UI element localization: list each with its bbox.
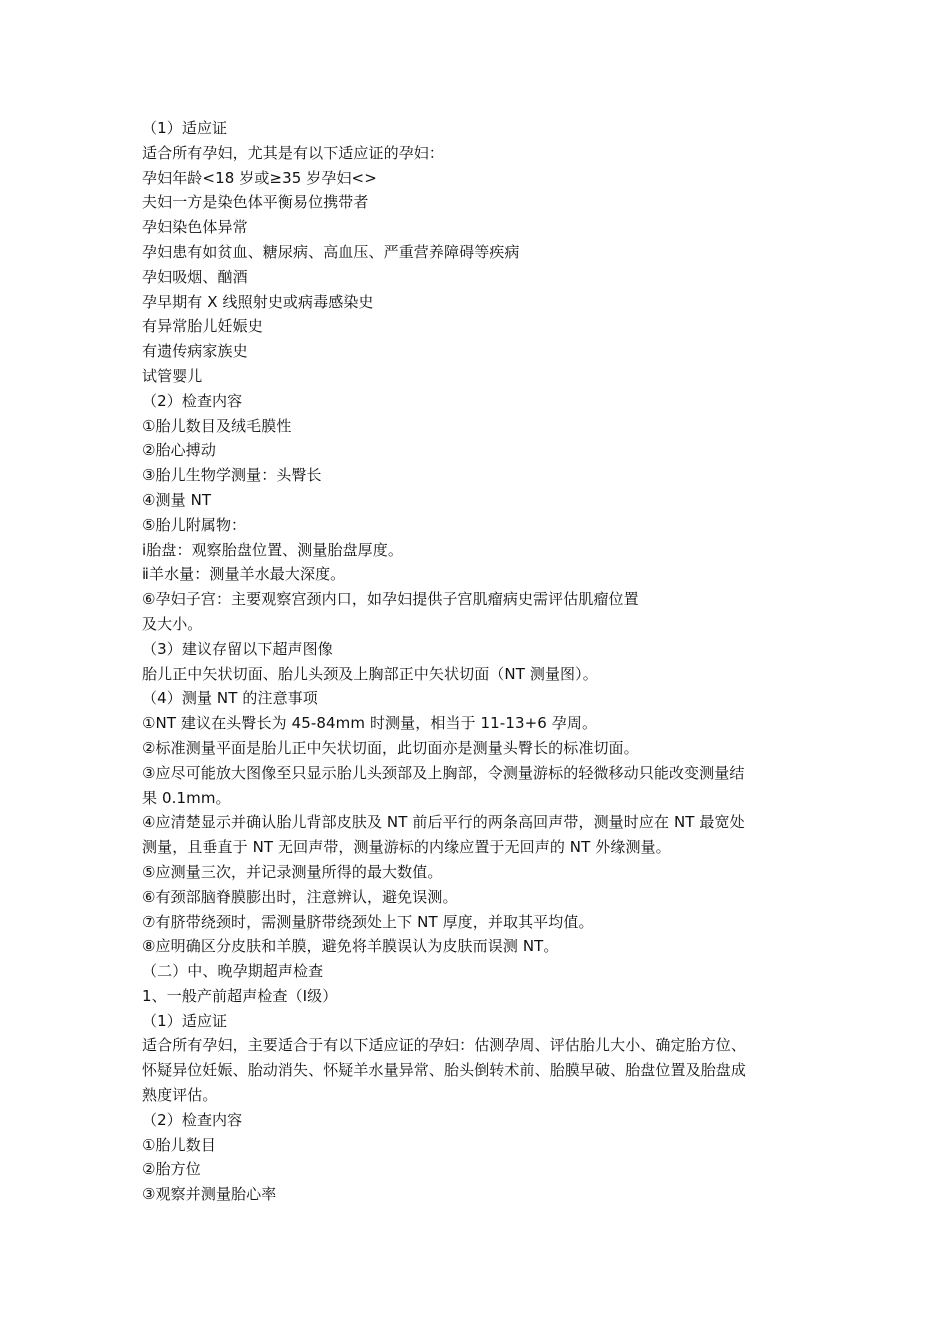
- list-item: 孕妇吸烟、酗酒: [142, 267, 248, 286]
- list-item: ⅰ胎盘：观察胎盘位置、测量胎盘厚度。: [142, 540, 403, 559]
- list-item: ③观察并测量胎心率: [142, 1185, 277, 1204]
- section-heading-mid-late-pregnancy: （二）中、晚孕期超声检查: [142, 962, 324, 981]
- list-item: ③胎儿生物学测量：头臀长: [142, 466, 322, 485]
- list-item: 试管婴儿: [142, 366, 203, 385]
- list-item: ②标准测量平面是胎儿正中矢状切面，此切面亦是测量头臀长的标准切面。: [142, 738, 639, 757]
- list-item: 孕妇染色体异常: [142, 218, 248, 237]
- list-item: ⑤应测量三次，并记录测量所得的最大数值。: [142, 862, 443, 881]
- list-item: ④应清楚显示并确认胎儿背部皮肤及 NT 前后平行的两条高回声带，测量时应在 NT 最宽处: [142, 813, 745, 832]
- section-heading-general-prenatal: 1、一般产前超声检查（Ⅰ级）: [142, 986, 338, 1005]
- section-heading-nt-notes: （4）测量 NT 的注意事项: [142, 689, 318, 708]
- list-item: ①胎儿数目: [142, 1135, 216, 1154]
- section-heading-saved-images: （3）建议存留以下超声图像: [142, 639, 333, 658]
- section-heading-indications: （1）适应证: [142, 119, 228, 137]
- list-item: ②胎心搏动: [142, 441, 216, 460]
- text-line: 测量，且垂直于 NT 无回声带，测量游标的内缘应置于无回声的 NT 外缘测量。: [142, 838, 671, 857]
- text-line: 胎儿正中矢状切面、胎儿头颈及上胸部正中矢状切面（NT 测量图）。: [142, 664, 598, 683]
- list-item: 有异常胎儿妊娠史: [142, 317, 263, 336]
- text-line: 怀疑异位妊娠、胎动消失、怀疑羊水量异常、胎头倒转术前、胎膜早破、胎盘位置及胎盘成: [142, 1061, 747, 1080]
- list-item: 孕早期有 X 线照射史或病毒感染史: [142, 292, 374, 311]
- text-line: 熟度评估。: [142, 1086, 218, 1105]
- list-item: ⑥有颈部脑脊膜膨出时，注意辨认，避免误测。: [142, 887, 458, 906]
- list-item: 孕妇患有如贫血、糖尿病、高血压、严重营养障碍等疾病: [142, 242, 520, 261]
- section-heading-exam-content: （2）检查内容: [142, 391, 243, 410]
- text-line: 及大小。: [142, 614, 203, 633]
- section-heading-indications-2: （1）适应证: [142, 1011, 228, 1030]
- list-item: ②胎方位: [142, 1160, 201, 1179]
- list-item: ⅱ羊水量：测量羊水最大深度。: [142, 565, 346, 584]
- list-item: 孕妇年龄<18 岁或≥35 岁孕妇<>: [142, 168, 377, 187]
- list-item: ①NT 建议在头臀长为 45-84mm 时测量，相当于 11-13+6 孕周。: [142, 714, 598, 733]
- text-line: 适合所有孕妇，尤其是有以下适应证的孕妇：: [142, 143, 445, 162]
- text-line: 适合所有孕妇，主要适合于有以下适应证的孕妇：估测孕周、评估胎儿大小、确定胎方位、: [142, 1036, 747, 1055]
- list-item: ③应尽可能放大图像至只显示胎儿头颈部及上胸部，令测量游标的轻微移动只能改变测量结: [142, 763, 745, 782]
- list-item: 有遗传病家族史: [142, 342, 248, 361]
- list-item: ⑥孕妇子宫：主要观察宫颈内口，如孕妇提供子宫肌瘤病史需评估肌瘤位置: [142, 590, 639, 609]
- document-body: [142, 116, 814, 1207]
- section-heading-exam-content-2: （2）检查内容: [142, 1110, 243, 1129]
- list-item: ⑧应明确区分皮肤和羊膜，避免将羊膜误认为皮肤而误测 NT。: [142, 937, 559, 956]
- list-item: ⑤胎儿附属物：: [142, 515, 247, 534]
- list-item: ⑦有脐带绕颈时，需测量脐带绕颈处上下 NT 厚度，并取其平均值。: [142, 912, 594, 931]
- list-item: 夫妇一方是染色体平衡易位携带者: [142, 193, 369, 212]
- text-line: 果 0.1mm。: [142, 788, 231, 807]
- list-item: ①胎儿数目及绒毛膜性: [142, 416, 292, 435]
- list-item: ④测量 NT: [142, 490, 212, 509]
